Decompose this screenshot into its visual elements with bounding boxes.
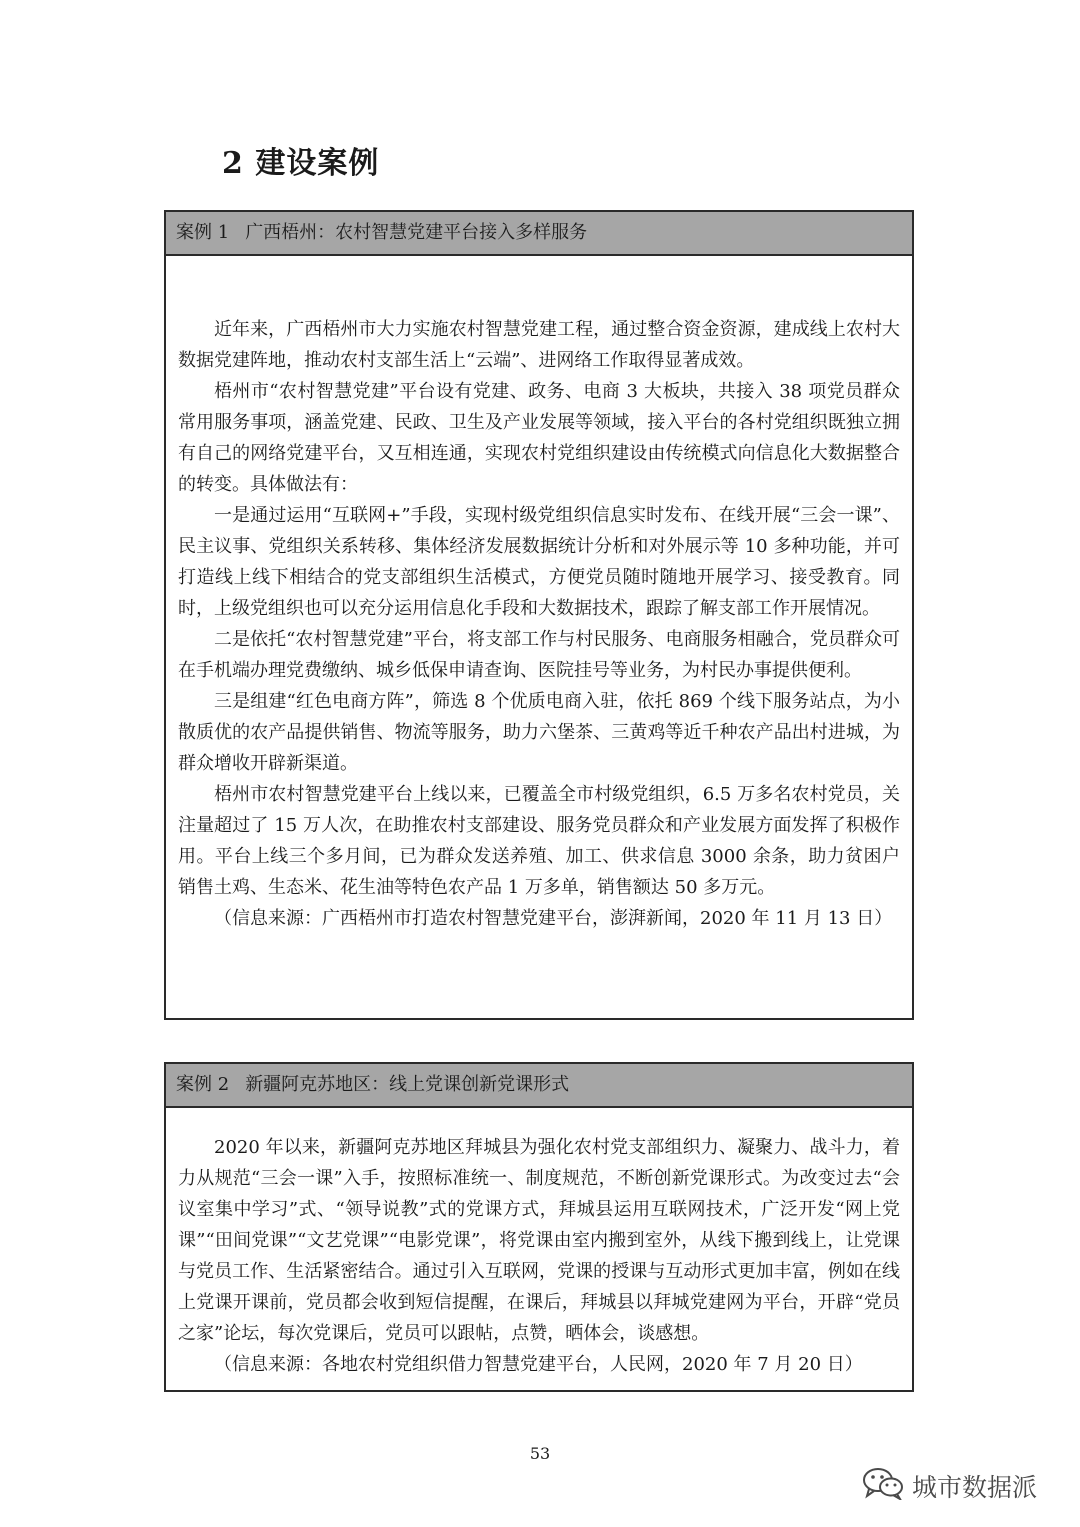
case-title: 新疆阿克苏地区：线上党课创新党课形式 <box>245 1074 570 1095</box>
wechat-icon <box>862 1466 904 1506</box>
paragraph: 梧州市“农村智慧党建”平台设有党建、政务、电商 3 大板块，共接入 38 项党员群众常用服务事项，涵盖党建、民政、卫生及产业发展等领域，接入平台的各村党组织既独立拥有自己的网络党建平台，又互相连通，实现农村党组织建设由传统模式向信息化大数据整合的转变。具体做法有： <box>178 381 900 495</box>
case-header-2 <box>166 1064 912 1108</box>
case-body-2 <box>166 1108 912 1380</box>
paragraph: 三是组建“红色电商方阵”，筛选 8 个优质电商入驻，依托 869 个线下服务站点，为小散质优的农产品提供销售、物流等服务，助力六堡茶、三黄鸡等近千种农产品出村进城，为群众增收开辟新渠道。 <box>178 691 900 774</box>
case-title: 广西梧州：农村智慧党建平台接入多样服务 <box>245 222 588 243</box>
paragraph: 2020 年以来，新疆阿克苏地区拜城县为强化农村党支部组织力、凝聚力、战斗力，着力从规范“三会一课”入手，按照标准统一、制度规范，不断创新党课形式。为改变过去“会议室集中学习”式、“领导说教”式的党课方式，拜城县运用互联网技术，广泛开发“网上党课”“田间党课”“文艺党课”“电影党课”，将党课由室内搬到室外，从线下搬到线上，让党课与党员工作、生活紧密结合。通过引入互联网，党课的授课与互动形式更加丰富，例如在线上党课开课前，党员都会收到短信提醒，在课后，拜城县以拜城党建网为平台，开辟“党员之家”论坛，每次党课后，党员可以跟帖，点赞，晒体会，谈感想。 <box>178 1137 900 1344</box>
case-header-1 <box>166 212 912 256</box>
paragraph: 一是通过运用“互联网+”手段，实现村级党组织信息实时发布、在线开展“三会一课”、民主议事、党组织关系转移、集体经济发展数据统计分析和对外展示等 10 多种功能，并可打造线上线下相结合的党支部组织生活模式，方便党员随时随地开展学习、接受教育。同时，上级党组织也可以充分运用信息化手段和大数据技术，跟踪了解支部工作开展情况。 <box>178 505 900 619</box>
case-box-1 <box>164 210 914 1020</box>
case-label: 案例 2 <box>176 1074 230 1095</box>
paragraph: 二是依托“农村智慧党建”平台，将支部工作与村民服务、电商服务相融合，党员群众可在手机端办理党费缴纳、城乡低保申请查询、医院挂号等业务，为村民办事提供便利。 <box>178 629 900 681</box>
watermark-text: 城市数据派 <box>912 1473 1038 1502</box>
paragraph: 梧州市农村智慧党建平台上线以来，已覆盖全市村级党组织，6.5 万多名农村党员，关注量超过了 15 万人次，在助推农村支部建设、服务党员群众和产业发展方面发挥了积极作用。平台上线三个多月间，已为群众发送养殖、加工、供求信息 3000 余条，助力贫困户销售土鸡、生态米、花生油等特色农产品 1 万多单，销售额达 50 多万元。 <box>178 784 900 898</box>
case-body-1 <box>166 256 912 934</box>
case-label: 案例 1 <box>176 222 230 243</box>
case-box-2 <box>164 1062 914 1392</box>
source-note: （信息来源：广西梧州市打造农村智慧党建平台，澎湃新闻，2020 年 11 月 13 日） <box>214 908 893 929</box>
source-note: （信息来源：各地农村党组织借力智慧党建平台，人民网，2020 年 7 月 20 日） <box>214 1354 863 1375</box>
watermark <box>862 1466 1037 1506</box>
paragraph: 近年来，广西梧州市大力实施农村智慧党建工程，通过整合资金资源，建成线上农村大数据党建阵地，推动农村支部生活上“云端”、进网络工作取得显著成效。 <box>178 319 900 371</box>
page-number: 53 <box>529 1444 551 1463</box>
section-title: 2 建设案例 <box>222 146 380 181</box>
